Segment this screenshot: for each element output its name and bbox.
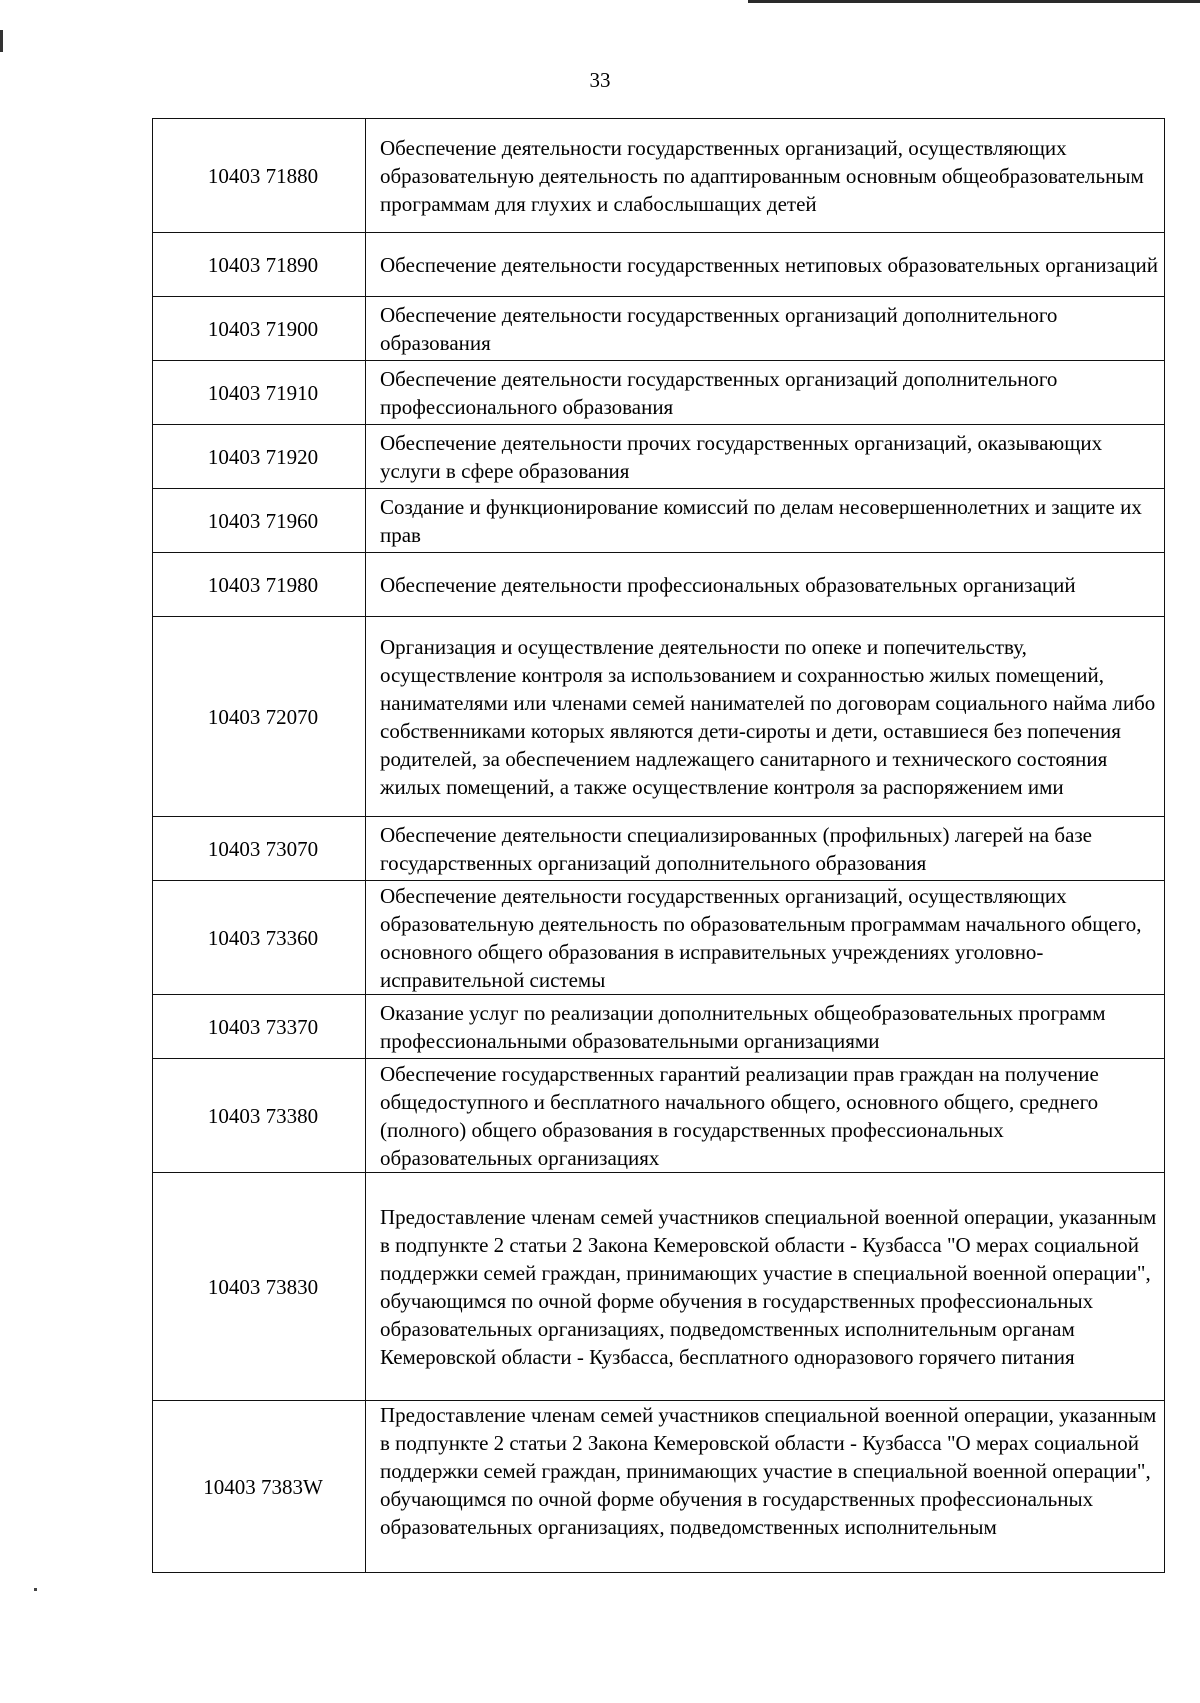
description-cell: Обеспечение деятельности специализированных (профильных) лагерей на базе государственных организаций дополнительного образования — [366, 817, 1165, 881]
code-cell: 10403 71890 — [153, 233, 366, 297]
code-cell: 10403 73070 — [153, 817, 366, 881]
table-row — [153, 817, 1165, 881]
description-cell: Обеспечение деятельности государственных организаций, осуществляющих образовательную деятельность по образовательным программам начального общего, основного общего образования в исправительных учреждениях уголовно-исправительной системы — [366, 881, 1165, 995]
table-row — [153, 1059, 1165, 1173]
top-scan-rule — [748, 0, 1200, 3]
description-cell: Обеспечение государственных гарантий реализации прав граждан на получение общедоступного и бесплатного начального общего, основного общего, среднего (полного) общего образования в государственных профессиональных образовательных организациях — [366, 1059, 1165, 1173]
code-cell: 10403 71960 — [153, 489, 366, 553]
code-cell: 10403 71920 — [153, 425, 366, 489]
left-scan-mark — [0, 30, 3, 52]
description-cell — [366, 1401, 1165, 1573]
table-row — [153, 233, 1165, 297]
code-cell: 10403 73360 — [153, 881, 366, 995]
table-row — [153, 1173, 1165, 1401]
description-cell: Обеспечение деятельности государственных нетиповых образовательных организаций — [366, 233, 1165, 297]
code-cell: 10403 7383W — [153, 1401, 366, 1573]
description-cell: Обеспечение деятельности государственных организаций дополнительного образования — [366, 297, 1165, 361]
description-cell: Обеспечение деятельности прочих государственных организаций, оказывающих услуги в сфере образования — [366, 425, 1165, 489]
table-row — [153, 553, 1165, 617]
description-cell: Обеспечение деятельности государственных организаций дополнительного профессионального образования — [366, 361, 1165, 425]
table-row — [153, 617, 1165, 817]
table-row — [153, 489, 1165, 553]
description-cell: Организация и осуществление деятельности по опеке и попечительству, осуществление контроля за использованием и сохранностью жилых помещений, нанимателями или членами семей нанимателей по договорам социального найма либо собственниками которых являются дети-сироты и дети, оставшиеся без попечения родителей, за обеспечением надлежащего санитарного и технического состояния жилых помещений, а также осуществление контроля за распоряжением ими — [366, 617, 1165, 817]
code-cell: 10403 71900 — [153, 297, 366, 361]
code-cell: 10403 73830 — [153, 1173, 366, 1401]
code-cell: 10403 73370 — [153, 995, 366, 1059]
table-row — [153, 1401, 1165, 1573]
code-cell: 10403 73380 — [153, 1059, 366, 1173]
table-row — [153, 119, 1165, 233]
table-row — [153, 361, 1165, 425]
page-number: 33 — [589, 68, 611, 92]
code-cell: 10403 71980 — [153, 553, 366, 617]
description-cell: Оказание услуг по реализации дополнительных общеобразовательных программ профессиональными образовательными организациями — [366, 995, 1165, 1059]
scan-speck — [34, 1588, 37, 1591]
description-cell: Предоставление членам семей участников специальной военной операции, указанным в подпункте 2 статьи 2 Закона Кемеровской области - Кузбасса "О мерах социальной поддержки семей граждан, принимающих участие в специальной военной операции", обучающимся по очной форме обучения в государственных профессиональных образовательных организациях, подведомственных исполнительным органам Кемеровской области - Кузбасса, бесплатного одноразового горячего питания — [366, 1173, 1165, 1401]
table-row — [153, 995, 1165, 1059]
continued-text: Предоставление членам семей участников специальной военной операции, указанным в подпункте 2 статьи 2 Закона Кемеровской области - Кузбасса "О мерах социальной поддержки семей граждан, принимающих участие в специальной военной операции", обучающимся по очной форме обучения в государственных профессиональных образовательных организациях, подведомственных исполнительным — [380, 1403, 1157, 1539]
table-row — [153, 297, 1165, 361]
code-cell: 10403 71880 — [153, 119, 366, 233]
description-cell: Обеспечение деятельности государственных организаций, осуществляющих образовательную деятельность по адаптированным основным общеобразовательным программам для глухих и слабослышащих детей — [366, 119, 1165, 233]
budget-code-table — [152, 118, 1165, 1573]
description-cell: Создание и функционирование комиссий по делам несовершеннолетних и защите их прав — [366, 489, 1165, 553]
table-row — [153, 881, 1165, 995]
code-cell: 10403 71910 — [153, 361, 366, 425]
code-cell: 10403 72070 — [153, 617, 366, 817]
table-row — [153, 425, 1165, 489]
description-cell: Обеспечение деятельности профессиональных образовательных организаций — [366, 553, 1165, 617]
